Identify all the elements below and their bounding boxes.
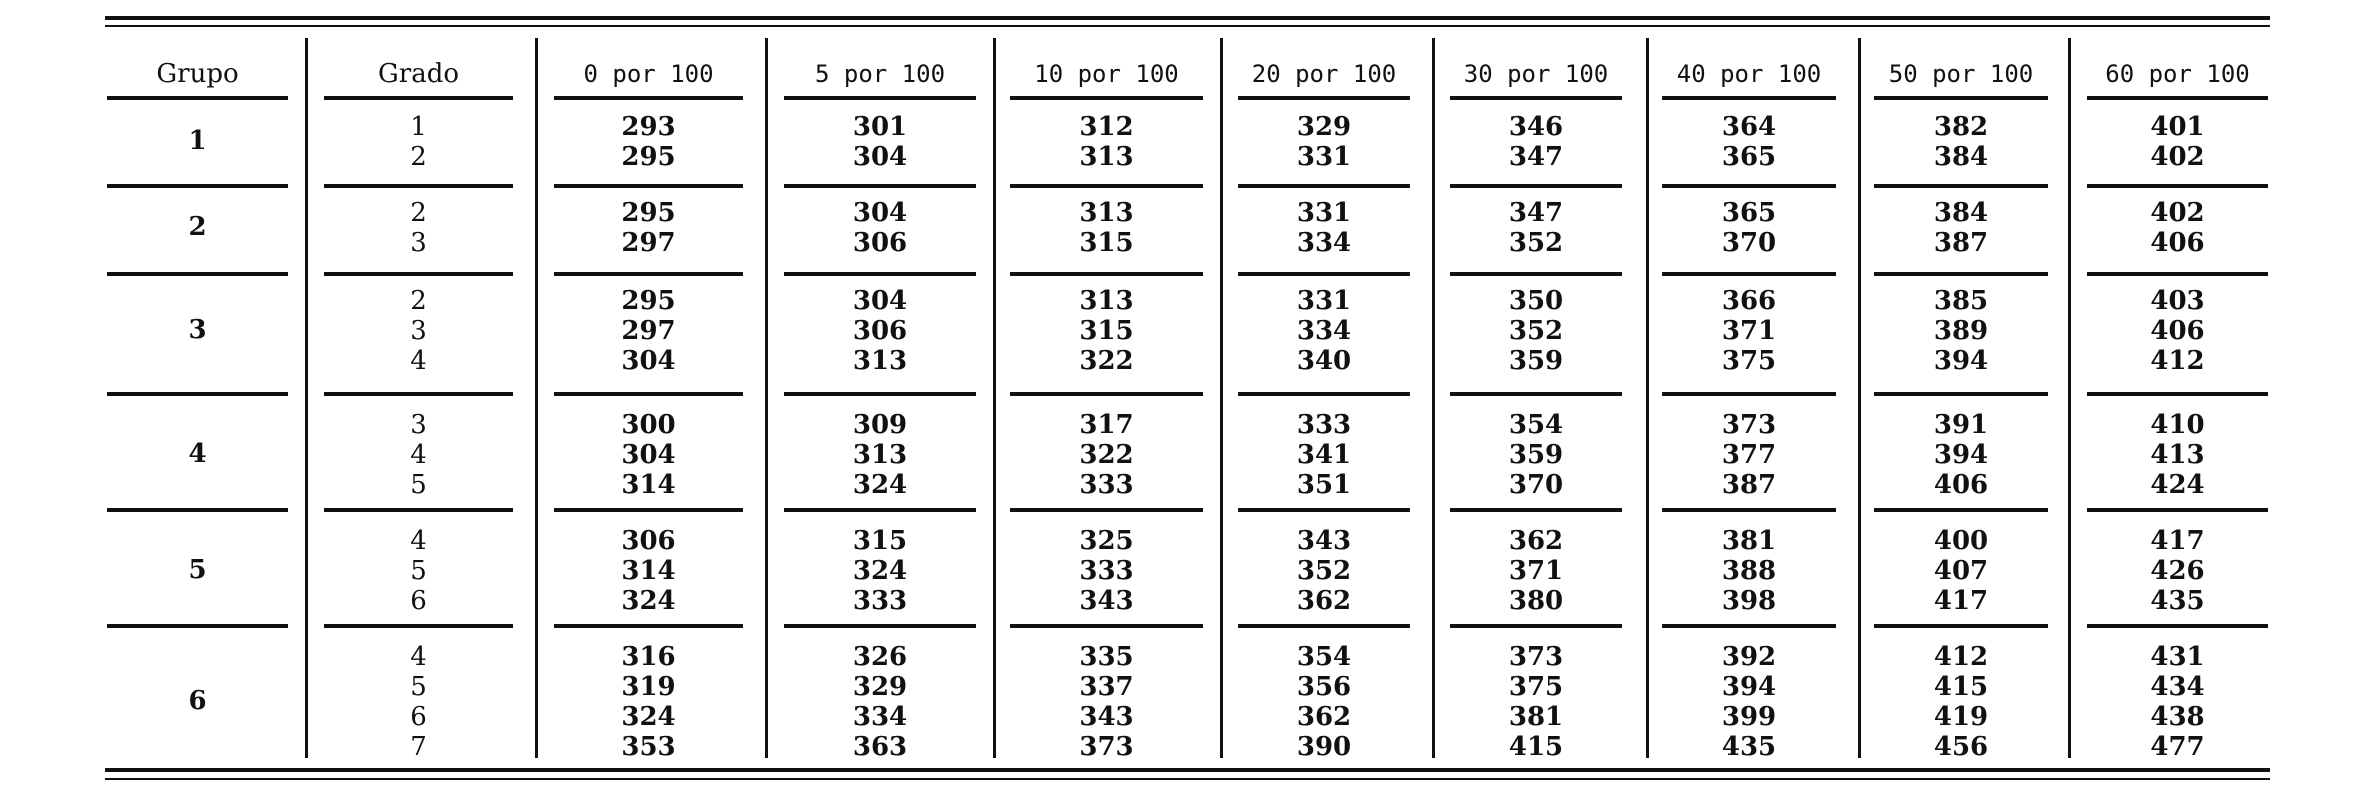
value-cell: 402 — [2150, 198, 2205, 228]
value-cell: 380 — [1508, 586, 1564, 616]
value-cell: 434 — [2150, 672, 2205, 702]
value-cell: 417 — [2150, 526, 2205, 556]
value-cell: 415 — [1508, 732, 1564, 762]
value-cell: 341 — [1296, 440, 1352, 470]
group-divider — [1238, 272, 1410, 276]
group-divider — [1874, 392, 2048, 396]
group-divider — [784, 508, 976, 512]
value-cell: 406 — [2150, 316, 2205, 346]
group-divider — [784, 392, 976, 396]
value-cell: 293 — [621, 112, 676, 142]
value-cell: 306 — [852, 316, 908, 346]
value-cell: 399 — [1721, 702, 1777, 732]
value-cell: 456 — [1933, 732, 1989, 762]
grado-cell: 3 — [410, 410, 427, 440]
group-number: 4 — [188, 439, 207, 469]
value-cell: 362 — [1296, 702, 1352, 732]
column-divider — [1220, 38, 1223, 758]
group-divider — [1662, 184, 1836, 188]
group-divider — [107, 624, 288, 628]
bottom-rule-thin — [105, 778, 2270, 780]
value-cell: 319 — [621, 672, 676, 702]
column-divider — [535, 38, 538, 758]
value-cell: 329 — [852, 672, 908, 702]
group-number: 6 — [188, 686, 207, 716]
column-header: 5 por 100 — [814, 60, 946, 88]
column-header: 50 por 100 — [1888, 60, 2034, 88]
group-divider — [554, 184, 743, 188]
group-divider — [324, 272, 513, 276]
group-divider — [784, 624, 976, 628]
value-cell: 333 — [1079, 556, 1134, 586]
value-cell: 314 — [621, 470, 676, 500]
value-cell: 315 — [1079, 316, 1134, 346]
group-divider — [107, 272, 288, 276]
column-header: 40 por 100 — [1676, 60, 1822, 88]
value-cell: 435 — [2150, 586, 2205, 616]
value-cell: 394 — [1933, 440, 1989, 470]
value-cell: 295 — [621, 198, 676, 228]
value-cell: 335 — [1079, 642, 1134, 672]
group-divider — [107, 392, 288, 396]
value-cell: 377 — [1721, 440, 1777, 470]
value-cell: 337 — [1079, 672, 1134, 702]
value-cell: 354 — [1296, 642, 1352, 672]
value-cell: 309 — [852, 410, 908, 440]
group-divider — [554, 624, 743, 628]
group-divider — [1238, 184, 1410, 188]
value-cell: 388 — [1721, 556, 1777, 586]
value-cell: 295 — [621, 142, 676, 172]
header-underline — [1450, 96, 1622, 100]
value-cell: 390 — [1296, 732, 1352, 762]
value-cell: 324 — [621, 586, 676, 616]
group-divider — [1662, 624, 1836, 628]
value-cell: 300 — [621, 410, 676, 440]
column-header: Grado — [378, 59, 459, 89]
value-cell: 350 — [1508, 286, 1564, 316]
group-divider — [554, 272, 743, 276]
group-divider — [1450, 508, 1622, 512]
value-cell: 389 — [1933, 316, 1989, 346]
value-cell: 365 — [1721, 198, 1777, 228]
value-cell: 343 — [1079, 702, 1134, 732]
column-header: 10 por 100 — [1034, 60, 1179, 88]
value-cell: 297 — [621, 228, 676, 258]
value-cell: 381 — [1508, 702, 1564, 732]
header-underline — [1874, 96, 2048, 100]
value-cell: 366 — [1721, 286, 1777, 316]
group-divider — [1874, 624, 2048, 628]
group-divider — [1010, 272, 1203, 276]
value-cell: 352 — [1296, 556, 1352, 586]
value-cell: 417 — [1933, 586, 1989, 616]
header-underline — [1238, 96, 1410, 100]
value-cell: 295 — [621, 286, 676, 316]
value-cell: 400 — [1933, 526, 1989, 556]
grado-cell: 2 — [410, 286, 427, 316]
value-cell: 313 — [1079, 142, 1134, 172]
grado-cell: 4 — [410, 642, 427, 672]
value-cell: 370 — [1721, 228, 1777, 258]
value-cell: 415 — [1933, 672, 1989, 702]
value-cell: 329 — [1296, 112, 1352, 142]
value-cell: 370 — [1508, 470, 1564, 500]
value-cell: 363 — [852, 732, 908, 762]
value-cell: 304 — [621, 346, 676, 376]
group-divider — [1662, 392, 1836, 396]
value-cell: 353 — [621, 732, 676, 762]
value-cell: 392 — [1721, 642, 1777, 672]
group-divider — [2087, 508, 2268, 512]
grado-cell: 7 — [410, 732, 427, 762]
value-cell: 407 — [1933, 556, 1989, 586]
value-cell: 431 — [2150, 642, 2205, 672]
column-divider — [2068, 38, 2071, 758]
value-cell: 301 — [852, 112, 908, 142]
value-cell: 435 — [1721, 732, 1777, 762]
group-divider — [784, 184, 976, 188]
grado-cell: 6 — [410, 702, 427, 732]
value-cell: 326 — [852, 642, 908, 672]
group-divider — [107, 508, 288, 512]
value-cell: 347 — [1508, 198, 1564, 228]
column-header: 30 por 100 — [1463, 60, 1609, 88]
grado-cell: 3 — [410, 316, 427, 346]
value-cell: 359 — [1508, 346, 1564, 376]
group-divider — [1874, 184, 2048, 188]
column-divider — [765, 38, 768, 758]
value-cell: 373 — [1508, 642, 1564, 672]
bottom-rule — [105, 768, 2270, 772]
value-cell: 385 — [1933, 286, 1989, 316]
value-cell: 343 — [1079, 586, 1134, 616]
group-divider — [1450, 184, 1622, 188]
value-cell: 313 — [1079, 286, 1134, 316]
value-cell: 382 — [1933, 112, 1989, 142]
column-header: Grupo — [156, 59, 239, 89]
group-divider — [1662, 508, 1836, 512]
value-cell: 394 — [1721, 672, 1777, 702]
group-divider — [1238, 392, 1410, 396]
value-cell: 316 — [621, 642, 676, 672]
group-divider — [1662, 272, 1836, 276]
group-number: 3 — [188, 315, 207, 345]
header-underline — [107, 96, 288, 100]
group-divider — [2087, 272, 2268, 276]
grado-cell: 5 — [410, 470, 427, 500]
header-underline — [324, 96, 513, 100]
column-divider — [305, 38, 308, 758]
group-divider — [1010, 392, 1203, 396]
column-header: 20 por 100 — [1251, 60, 1397, 88]
value-cell: 306 — [621, 526, 676, 556]
value-cell: 364 — [1721, 112, 1777, 142]
value-cell: 334 — [1296, 316, 1352, 346]
group-divider — [1010, 508, 1203, 512]
top-rule — [105, 16, 2270, 20]
value-cell: 331 — [1296, 286, 1352, 316]
group-divider — [1874, 272, 2048, 276]
value-cell: 362 — [1508, 526, 1564, 556]
header-underline — [1662, 96, 1836, 100]
value-cell: 412 — [1933, 642, 1989, 672]
value-cell: 352 — [1508, 228, 1564, 258]
group-divider — [324, 624, 513, 628]
value-cell: 322 — [1079, 346, 1134, 376]
value-cell: 375 — [1721, 346, 1777, 376]
column-header: 60 por 100 — [2105, 60, 2250, 88]
value-cell: 315 — [852, 526, 908, 556]
value-cell: 406 — [1933, 470, 1989, 500]
grado-cell: 3 — [410, 228, 427, 258]
grado-cell: 1 — [410, 112, 427, 142]
value-cell: 304 — [852, 198, 908, 228]
group-divider — [1238, 508, 1410, 512]
top-rule-thin — [105, 25, 2270, 27]
group-number: 2 — [188, 212, 207, 242]
group-divider — [324, 184, 513, 188]
value-cell: 375 — [1508, 672, 1564, 702]
value-cell: 387 — [1933, 228, 1989, 258]
grado-cell: 5 — [410, 556, 427, 586]
group-divider — [1010, 624, 1203, 628]
group-divider — [784, 272, 976, 276]
group-divider — [107, 184, 288, 188]
value-cell: 304 — [852, 142, 908, 172]
column-divider — [1858, 38, 1861, 758]
value-cell: 306 — [852, 228, 908, 258]
value-cell: 304 — [852, 286, 908, 316]
value-cell: 419 — [1933, 702, 1989, 732]
value-cell: 297 — [621, 316, 676, 346]
value-cell: 333 — [1296, 410, 1352, 440]
value-cell: 312 — [1079, 112, 1134, 142]
group-number: 1 — [188, 126, 207, 156]
value-cell: 406 — [2150, 228, 2205, 258]
value-cell: 347 — [1508, 142, 1564, 172]
value-cell: 391 — [1933, 410, 1989, 440]
value-cell: 356 — [1296, 672, 1352, 702]
group-divider — [2087, 184, 2268, 188]
grado-cell: 4 — [410, 346, 427, 376]
value-cell: 373 — [1721, 410, 1777, 440]
value-cell: 331 — [1296, 142, 1352, 172]
value-cell: 362 — [1296, 586, 1352, 616]
group-divider — [1450, 624, 1622, 628]
value-cell: 324 — [621, 702, 676, 732]
group-divider — [1450, 392, 1622, 396]
value-cell: 365 — [1721, 142, 1777, 172]
value-cell: 398 — [1721, 586, 1777, 616]
group-divider — [554, 392, 743, 396]
value-cell: 402 — [2150, 142, 2205, 172]
value-cell: 317 — [1079, 410, 1134, 440]
value-cell: 315 — [1079, 228, 1134, 258]
value-cell: 314 — [621, 556, 676, 586]
grado-cell: 2 — [410, 142, 427, 172]
value-cell: 359 — [1508, 440, 1564, 470]
value-cell: 334 — [1296, 228, 1352, 258]
column-divider — [1432, 38, 1435, 758]
header-underline — [2087, 96, 2268, 100]
group-number: 5 — [188, 555, 207, 585]
value-cell: 387 — [1721, 470, 1777, 500]
value-cell: 324 — [852, 556, 908, 586]
value-cell: 373 — [1079, 732, 1134, 762]
grado-cell: 4 — [410, 440, 427, 470]
group-divider — [324, 392, 513, 396]
value-cell: 394 — [1933, 346, 1989, 376]
value-cell: 438 — [2150, 702, 2205, 732]
value-cell: 384 — [1933, 198, 1989, 228]
grado-cell: 6 — [410, 586, 427, 616]
value-cell: 334 — [852, 702, 908, 732]
group-divider — [1238, 624, 1410, 628]
group-divider — [2087, 392, 2268, 396]
value-cell: 340 — [1296, 346, 1352, 376]
grado-cell: 4 — [410, 526, 427, 556]
column-divider — [1646, 38, 1649, 758]
value-cell: 313 — [1079, 198, 1134, 228]
value-cell: 384 — [1933, 142, 1989, 172]
value-cell: 426 — [2150, 556, 2205, 586]
value-cell: 403 — [2150, 286, 2205, 316]
value-cell: 333 — [852, 586, 908, 616]
group-divider — [1450, 272, 1622, 276]
value-cell: 352 — [1508, 316, 1564, 346]
value-cell: 313 — [852, 440, 908, 470]
header-underline — [1010, 96, 1203, 100]
value-cell: 331 — [1296, 198, 1352, 228]
value-cell: 401 — [2150, 112, 2205, 142]
value-cell: 424 — [2150, 470, 2205, 500]
header-underline — [784, 96, 976, 100]
value-cell: 371 — [1721, 316, 1777, 346]
group-divider — [1010, 184, 1203, 188]
value-cell: 325 — [1079, 526, 1134, 556]
value-cell: 351 — [1296, 470, 1352, 500]
value-cell: 413 — [2150, 440, 2205, 470]
column-divider — [993, 38, 996, 758]
value-cell: 354 — [1508, 410, 1564, 440]
group-divider — [554, 508, 743, 512]
value-cell: 343 — [1296, 526, 1352, 556]
value-cell: 313 — [852, 346, 908, 376]
value-cell: 324 — [852, 470, 908, 500]
grado-cell: 5 — [410, 672, 427, 702]
value-cell: 322 — [1079, 440, 1134, 470]
value-cell: 410 — [2150, 410, 2205, 440]
value-cell: 346 — [1508, 112, 1564, 142]
value-cell: 333 — [1079, 470, 1134, 500]
value-cell: 477 — [2150, 732, 2205, 762]
value-cell: 412 — [2150, 346, 2205, 376]
value-cell: 381 — [1721, 526, 1777, 556]
group-divider — [2087, 624, 2268, 628]
value-cell: 304 — [621, 440, 676, 470]
header-underline — [554, 96, 743, 100]
group-divider — [324, 508, 513, 512]
grado-cell: 2 — [410, 198, 427, 228]
column-header: 0 por 100 — [583, 60, 714, 88]
value-cell: 371 — [1508, 556, 1564, 586]
group-divider — [1874, 508, 2048, 512]
